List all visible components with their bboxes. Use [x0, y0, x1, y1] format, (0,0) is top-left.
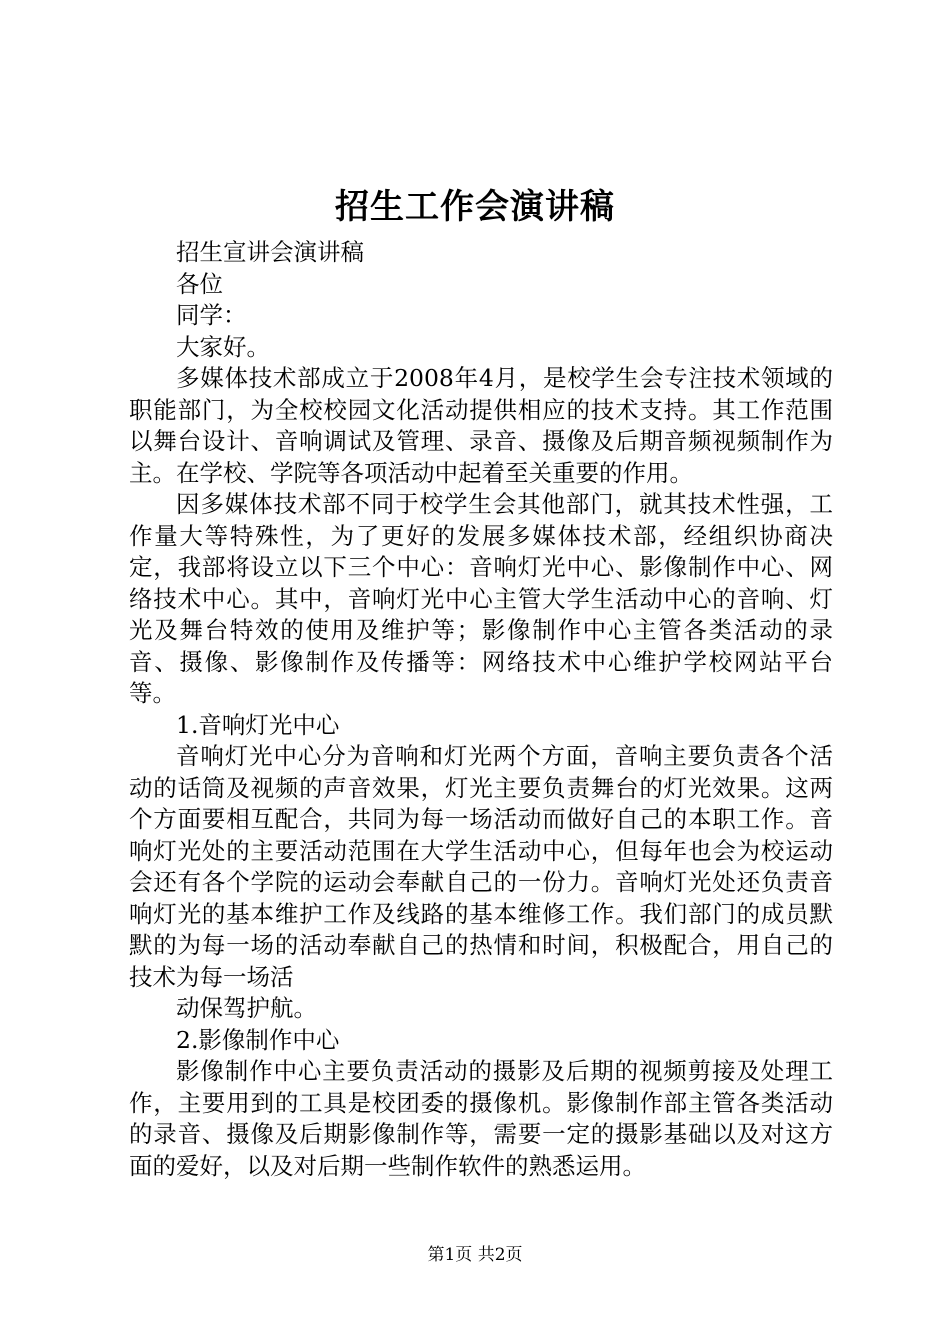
section-heading-audio-lighting: 1.音响灯光中心	[176, 710, 340, 739]
heading-line-greeting: 大家好。	[176, 332, 270, 361]
heading-line-salutation: 各位	[176, 269, 223, 298]
document-body	[129, 237, 833, 1182]
paragraph-video-production: 影像制作中心主要负责活动的摄影及后期的视频剪接及处理工作，主要用到的工具是校团委的摄像机。影像制作部主管各类活动的录音、摄像及后期影像制作等，需要一定的摄影基础以及对这方面的爱好，以及对后期一些制作软件的熟悉运用。	[129, 1057, 833, 1180]
page-footer: 第1页 共2页	[427, 1245, 523, 1265]
heading-line-speech-title: 招生宣讲会演讲稿	[176, 238, 364, 266]
paragraph-audio-lighting-continuation: 动保驾护航。	[176, 994, 317, 1022]
paragraph-audio-lighting: 音响灯光中心分为音响和灯光两个方面，音响主要负责各个活动的话筒及视频的声音效果，灯光主要负责舞台的灯光效果。这两个方面要相互配合，共同为每一场活动而做好自己的本职工作。音响灯光处的主要活动范围在大学生活动中心，但每年也会为校运动会还有各个学院的运动会奉献自己的一份力。音响灯光处还负责音响灯光的基本维护工作及线路的基本维修工作。我们部门的成员默默的为每一场的活动奉献自己的热情和时间，积极配合，用自己的技术为每一场活	[129, 742, 833, 991]
document-title: 招生工作会演讲稿	[335, 187, 615, 227]
heading-line-audience: 同学：	[176, 301, 247, 329]
section-heading-video-production: 2.影像制作中心	[176, 1025, 340, 1054]
paragraph-centers-overview: 因多媒体技术部不同于校学生会其他部门，就其技术性强，工作量大等特殊性，为了更好的发展多媒体技术部，经组织协商决定，我部将设立以下三个中心：音响灯光中心、影像制作中心、网络技术中心。其中，音响灯光中心主管大学生活动中心的音响、灯光及舞台特效的使用及维护等；影像制作中心主管各类活动的录音、摄像、影像制作及传播等：网络技术中心维护学校网站平台等。	[129, 490, 833, 707]
paragraph-introduction: 多媒体技术部成立于2008年4月，是校学生会专注技术领域的职能部门，为全校校园文化活动提供相应的技术支持。其工作范围以舞台设计、音响调试及管理、录音、摄像及后期音频视频制作为主。在学校、学院等各项活动中起着至关重要的作用。	[129, 364, 833, 487]
